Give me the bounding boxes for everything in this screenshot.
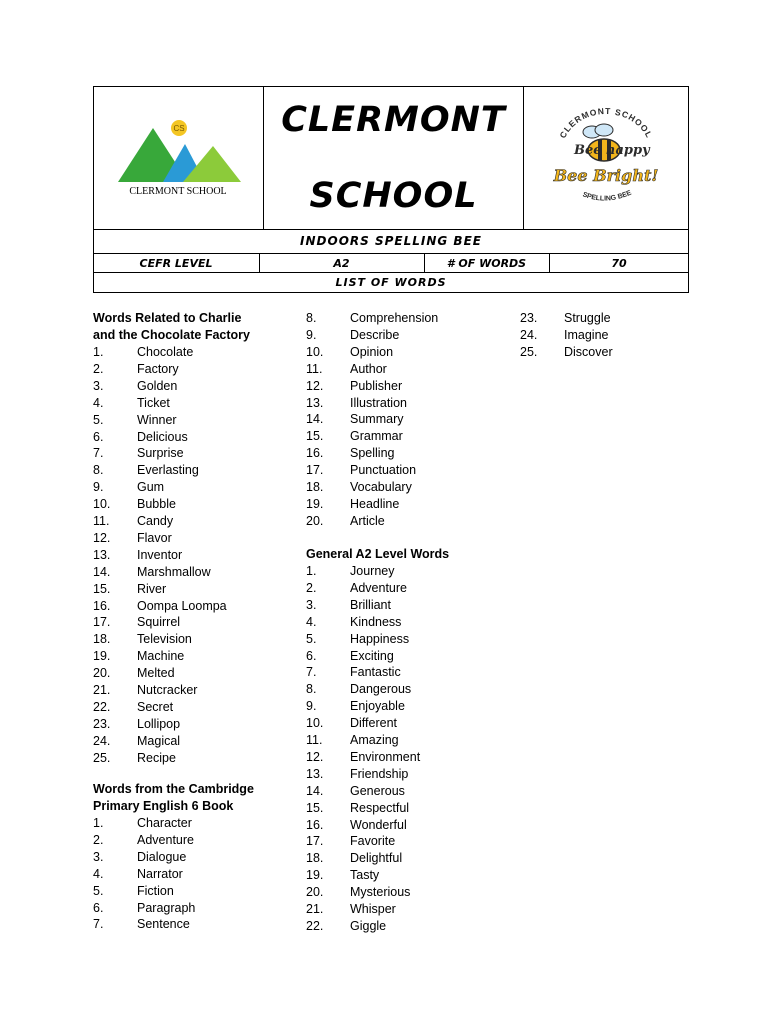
section-heading-cambridge-line2: Primary English 6 Book bbox=[93, 799, 234, 813]
item-word: Adventure bbox=[350, 580, 407, 595]
list-item bbox=[93, 530, 273, 547]
item-word: Exciting bbox=[350, 648, 394, 663]
list-item bbox=[306, 783, 486, 800]
list-item bbox=[306, 664, 486, 681]
item-number: 16. bbox=[306, 446, 324, 461]
item-word: Imagine bbox=[564, 327, 609, 342]
item-number: 1. bbox=[306, 564, 317, 578]
list-item bbox=[93, 665, 273, 682]
item-number: 19. bbox=[306, 868, 324, 883]
list-item bbox=[306, 681, 486, 698]
list-item bbox=[93, 699, 273, 716]
list-item bbox=[520, 310, 700, 327]
item-number: 13. bbox=[306, 395, 324, 410]
list-item bbox=[93, 344, 273, 361]
item-number: 19. bbox=[306, 496, 324, 511]
list-item bbox=[306, 698, 486, 715]
bee-logo-arc-text: CLERMONT SCHOOL bbox=[557, 107, 655, 140]
item-number: 7. bbox=[93, 917, 104, 932]
item-number: 9. bbox=[93, 480, 104, 495]
item-number: 19. bbox=[93, 649, 111, 664]
item-word: Dangerous bbox=[350, 682, 412, 697]
item-number: 22. bbox=[306, 918, 324, 933]
item-number: 3. bbox=[93, 378, 104, 393]
item-number: 1. bbox=[93, 816, 104, 830]
item-number: 14. bbox=[93, 564, 111, 579]
item-number: 7. bbox=[93, 446, 104, 461]
words-count-value: 70 bbox=[611, 257, 627, 270]
item-word: Sentence bbox=[137, 917, 190, 932]
item-number: 21. bbox=[93, 683, 111, 697]
svg-text:SPELLING BEE bbox=[581, 189, 632, 202]
item-word: Mysterious bbox=[350, 885, 411, 900]
list-item bbox=[93, 716, 273, 733]
list-item bbox=[93, 916, 273, 933]
item-word: Character bbox=[137, 816, 192, 830]
list-item bbox=[93, 900, 273, 917]
mountains-logo-icon bbox=[113, 118, 243, 198]
item-number: 2. bbox=[93, 361, 104, 376]
item-word: Television bbox=[137, 632, 192, 647]
item-word: Environment bbox=[350, 749, 421, 764]
item-word: Squirrel bbox=[137, 615, 181, 630]
logo-badge-text: CS bbox=[173, 123, 185, 133]
item-word: Describe bbox=[350, 327, 400, 342]
item-word: Oompa Loompa bbox=[137, 598, 227, 613]
list-item bbox=[306, 310, 486, 327]
item-word: Opinion bbox=[350, 344, 394, 359]
item-word: Tasty bbox=[350, 868, 380, 883]
list-item bbox=[93, 479, 273, 496]
item-number: 5. bbox=[306, 631, 317, 646]
list-item bbox=[93, 378, 273, 395]
item-word: Struggle bbox=[564, 311, 611, 325]
list-item bbox=[306, 344, 486, 361]
list-item bbox=[306, 766, 486, 783]
header-table bbox=[93, 86, 689, 293]
item-word: Surprise bbox=[137, 446, 184, 461]
item-number: 8. bbox=[93, 463, 104, 478]
item-word: Enjoyable bbox=[350, 699, 405, 714]
list-item bbox=[306, 513, 486, 530]
list-item bbox=[306, 732, 486, 749]
item-number: 20. bbox=[306, 885, 324, 900]
item-word: Secret bbox=[137, 699, 174, 714]
list-item bbox=[93, 815, 273, 832]
item-word: Author bbox=[350, 361, 387, 376]
item-word: Golden bbox=[137, 378, 178, 393]
list-item bbox=[306, 749, 486, 766]
item-number: 17. bbox=[306, 834, 324, 849]
spelling-bee-logo bbox=[524, 86, 688, 229]
list-item bbox=[306, 918, 486, 935]
list-item bbox=[93, 614, 273, 631]
item-word: Amazing bbox=[350, 733, 399, 747]
section-heading-charlie-line2: and the Chocolate Factory bbox=[93, 328, 250, 342]
list-item bbox=[93, 598, 273, 615]
list-item bbox=[93, 581, 273, 598]
list-item bbox=[306, 800, 486, 817]
item-number: 8. bbox=[306, 311, 317, 325]
list-item bbox=[306, 648, 486, 665]
list-item bbox=[306, 428, 486, 445]
item-number: 5. bbox=[93, 883, 104, 898]
list-item bbox=[306, 479, 486, 496]
item-number: 23. bbox=[93, 716, 111, 731]
item-number: 3. bbox=[93, 849, 104, 864]
item-number: 12. bbox=[306, 378, 324, 393]
table-divider bbox=[93, 253, 689, 254]
school-title-line2: SCHOOL bbox=[309, 175, 478, 216]
item-word: Spelling bbox=[350, 446, 395, 461]
item-word: Comprehension bbox=[350, 311, 439, 325]
list-item bbox=[520, 327, 700, 344]
item-word: Marshmallow bbox=[137, 564, 211, 579]
item-word: Winner bbox=[137, 412, 177, 427]
item-number: 10. bbox=[93, 497, 111, 512]
list-item bbox=[306, 580, 486, 597]
item-number: 16. bbox=[93, 598, 111, 613]
item-number: 18. bbox=[306, 851, 324, 866]
item-word: Gum bbox=[137, 480, 165, 495]
school-logo bbox=[93, 86, 263, 229]
item-word: Happiness bbox=[350, 631, 410, 646]
event-title: INDOORS SPELLING BEE bbox=[300, 234, 482, 248]
item-number: 17. bbox=[93, 615, 111, 630]
list-item bbox=[93, 361, 273, 378]
item-word: Grammar bbox=[350, 429, 403, 444]
item-word: River bbox=[137, 581, 167, 596]
item-word: Delightful bbox=[350, 851, 403, 866]
list-item bbox=[306, 715, 486, 732]
item-word: Fantastic bbox=[350, 665, 401, 680]
bee-logo-bottom-text: SPELLING BEE bbox=[581, 189, 633, 203]
item-word: Paragraph bbox=[137, 900, 196, 915]
item-number: 25. bbox=[520, 344, 538, 359]
item-word: Bubble bbox=[137, 497, 176, 512]
item-number: 14. bbox=[306, 412, 324, 427]
cefr-value: A2 bbox=[333, 257, 350, 270]
item-word: Ticket bbox=[137, 395, 170, 410]
list-item bbox=[93, 445, 273, 462]
item-number: 9. bbox=[306, 327, 317, 342]
list-item bbox=[306, 411, 486, 428]
item-word: Adventure bbox=[137, 832, 194, 847]
item-number: 22. bbox=[93, 699, 111, 714]
bee-logo-icon bbox=[544, 108, 668, 208]
list-item bbox=[93, 648, 273, 665]
list-item bbox=[306, 850, 486, 867]
item-word: Delicious bbox=[137, 429, 188, 444]
list-item bbox=[306, 563, 486, 580]
list-item bbox=[93, 866, 273, 883]
item-number: 6. bbox=[93, 429, 104, 444]
item-word: Flavor bbox=[137, 530, 172, 545]
list-item bbox=[93, 631, 273, 648]
item-word: Favorite bbox=[350, 834, 396, 849]
logo-school-name: CLERMONT SCHOOL bbox=[129, 185, 227, 197]
item-word: Different bbox=[350, 716, 398, 731]
item-word: Discover bbox=[564, 344, 613, 359]
item-word: Inventor bbox=[137, 547, 183, 562]
list-item bbox=[93, 412, 273, 429]
item-number: 10. bbox=[306, 716, 324, 731]
item-word: Everlasting bbox=[137, 463, 199, 478]
item-number: 7. bbox=[306, 665, 317, 680]
bee-logo-line1: Bee happy bbox=[574, 142, 650, 158]
item-word: Brilliant bbox=[350, 597, 391, 612]
item-number: 15. bbox=[306, 800, 324, 815]
item-word: Fiction bbox=[137, 883, 174, 898]
list-item bbox=[306, 361, 486, 378]
item-number: 20. bbox=[93, 666, 111, 681]
section-heading-general: General A2 Level Words bbox=[306, 547, 450, 561]
list-item bbox=[93, 883, 273, 900]
item-number: 2. bbox=[93, 832, 104, 847]
school-title-line1: CLERMONT bbox=[281, 99, 506, 140]
item-word: Journey bbox=[350, 564, 395, 578]
item-word: Article bbox=[350, 513, 385, 528]
list-item bbox=[306, 631, 486, 648]
list-item bbox=[93, 429, 273, 446]
item-number: 14. bbox=[306, 783, 324, 798]
list-item bbox=[93, 462, 273, 479]
list-item bbox=[93, 849, 273, 866]
item-number: 11. bbox=[306, 733, 323, 747]
item-number: 25. bbox=[93, 750, 111, 765]
list-item bbox=[306, 817, 486, 834]
list-item bbox=[306, 395, 486, 412]
item-number: 12. bbox=[306, 749, 324, 764]
item-number: 2. bbox=[306, 580, 317, 595]
item-word: Friendship bbox=[350, 766, 409, 781]
list-item bbox=[306, 833, 486, 850]
item-number: 24. bbox=[93, 733, 111, 748]
item-number: 4. bbox=[93, 395, 104, 410]
list-item bbox=[306, 614, 486, 631]
item-word: Summary bbox=[350, 412, 404, 427]
item-word: Vocabulary bbox=[350, 480, 412, 494]
item-number: 4. bbox=[93, 866, 104, 881]
item-number: 1. bbox=[93, 345, 104, 359]
item-word: Whisper bbox=[350, 902, 396, 916]
list-item bbox=[306, 462, 486, 479]
item-word: Melted bbox=[137, 666, 175, 681]
item-word: Recipe bbox=[137, 750, 176, 765]
item-number: 6. bbox=[306, 648, 317, 663]
section-heading-cambridge-line1: Words from the Cambridge bbox=[93, 782, 254, 796]
item-number: 17. bbox=[306, 463, 324, 478]
list-item bbox=[93, 682, 273, 699]
item-number: 12. bbox=[93, 530, 111, 545]
bee-logo-line2: Bee Bright! bbox=[553, 165, 659, 185]
table-divider bbox=[93, 272, 689, 273]
item-word: Factory bbox=[137, 361, 179, 376]
list-item bbox=[306, 901, 486, 918]
item-word: Wonderful bbox=[350, 817, 407, 832]
item-number: 5. bbox=[93, 412, 104, 427]
list-item bbox=[306, 378, 486, 395]
list-item bbox=[93, 564, 273, 581]
item-word: Giggle bbox=[350, 918, 387, 933]
list-item bbox=[93, 496, 273, 513]
list-item bbox=[93, 513, 273, 530]
item-number: 18. bbox=[306, 480, 324, 494]
item-number: 23. bbox=[520, 311, 538, 325]
item-number: 11. bbox=[93, 514, 110, 528]
item-number: 8. bbox=[306, 682, 317, 697]
item-word: Narrator bbox=[137, 866, 183, 881]
item-word: Punctuation bbox=[350, 463, 417, 478]
item-number: 15. bbox=[93, 581, 111, 596]
list-item bbox=[306, 496, 486, 513]
list-item bbox=[93, 395, 273, 412]
list-item bbox=[306, 327, 486, 344]
item-number: 4. bbox=[306, 614, 317, 629]
list-item bbox=[93, 832, 273, 849]
item-number: 13. bbox=[306, 766, 324, 781]
item-word: Chocolate bbox=[137, 345, 194, 359]
item-word: Respectful bbox=[350, 800, 410, 815]
list-item bbox=[520, 344, 700, 361]
item-number: 6. bbox=[93, 900, 104, 915]
list-item bbox=[93, 750, 273, 767]
item-word: Machine bbox=[137, 649, 185, 664]
item-number: 24. bbox=[520, 327, 538, 342]
item-number: 9. bbox=[306, 699, 317, 714]
list-item bbox=[306, 597, 486, 614]
table-border-bottom bbox=[93, 292, 689, 293]
item-number: 10. bbox=[306, 344, 324, 359]
item-word: Publisher bbox=[350, 378, 403, 393]
item-word: Dialogue bbox=[137, 849, 187, 864]
list-item bbox=[306, 867, 486, 884]
item-word: Candy bbox=[137, 514, 174, 528]
school-title bbox=[263, 86, 524, 229]
item-word: Headline bbox=[350, 496, 400, 511]
item-word: Generous bbox=[350, 783, 405, 798]
cefr-label: CEFR LEVEL bbox=[139, 257, 213, 270]
item-number: 21. bbox=[306, 902, 324, 916]
section-heading-charlie-line1: Words Related to Charlie bbox=[93, 311, 242, 325]
item-number: 20. bbox=[306, 513, 324, 528]
list-title: LIST OF WORDS bbox=[335, 276, 447, 289]
item-word: Kindness bbox=[350, 614, 402, 629]
item-number: 16. bbox=[306, 817, 324, 832]
item-number: 18. bbox=[93, 632, 111, 647]
item-word: Magical bbox=[137, 733, 181, 748]
item-number: 13. bbox=[93, 547, 111, 562]
words-count-label: # OF WORDS bbox=[446, 257, 527, 270]
item-number: 15. bbox=[306, 429, 324, 444]
item-word: Illustration bbox=[350, 395, 407, 410]
list-item bbox=[306, 884, 486, 901]
item-number: 11. bbox=[306, 361, 323, 376]
item-number: 3. bbox=[306, 597, 317, 612]
list-item bbox=[93, 547, 273, 564]
item-word: Lollipop bbox=[137, 716, 181, 731]
item-word: Nutcracker bbox=[137, 683, 198, 697]
list-item bbox=[306, 445, 486, 462]
list-item bbox=[93, 733, 273, 750]
